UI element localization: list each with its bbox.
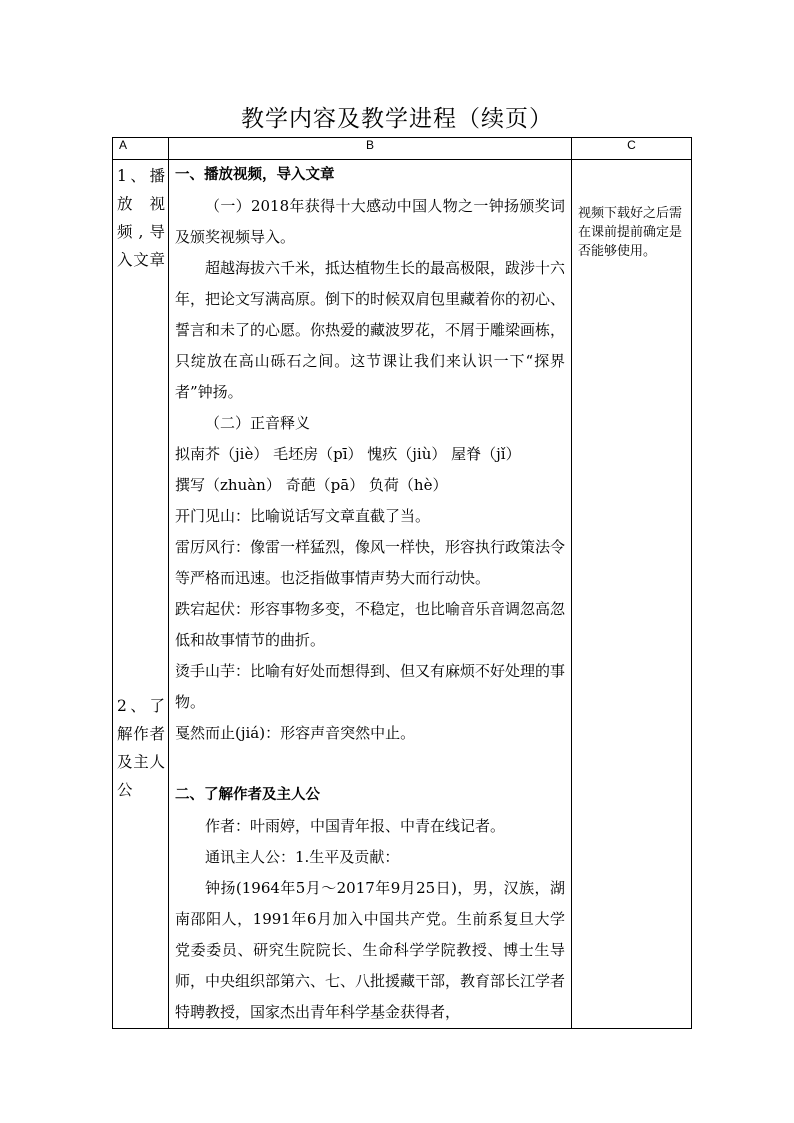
definition-5: 戛然而止(jiá)：形容声音突然中止。 bbox=[175, 724, 416, 742]
page-title: 教学内容及教学进程（续页） bbox=[241, 106, 553, 132]
step-one: 1、播放视频,导入文章 bbox=[117, 167, 165, 269]
notes-cell bbox=[572, 160, 692, 1029]
lesson-plan-table bbox=[112, 137, 692, 1029]
steps-cell bbox=[113, 160, 169, 1029]
teaching-content-cell bbox=[169, 160, 572, 1029]
definition-2: 雷厉风行：像雷一样猛烈，像风一样快，形容执行政策法令等严格而迅速。也泛指做事情声势大而行动快。 bbox=[175, 538, 566, 587]
definition-4: 烫手山芋：比喻有好处而想得到、但又有麻烦不好处理的事物。 bbox=[175, 662, 566, 711]
author-line: 作者：叶雨婷，中国青年报、中青在线记者。 bbox=[205, 817, 506, 835]
subheading-pronunciation: （二）正音释义 bbox=[205, 414, 311, 432]
column-header-b: B bbox=[169, 138, 572, 160]
pinyin-line-2: 撰写（zhuàn） 奇葩（pā） 负荷（hè） bbox=[175, 476, 448, 494]
protagonist-intro: 通讯主人公：1.生平及贡献： bbox=[205, 848, 400, 866]
teaching-note: 视频下载好之后需在课前提前确定是否能够使用。 bbox=[578, 206, 683, 259]
biography-paragraph: 钟扬(1964年5月～2017年9月25日)，男，汉族，湖南邵阳人，1991年6月加入中国共产党。生前系复旦大学党委委员、研究生院院长、生命科学学院教授、博士生导师，中央组织部第六、七、八批援藏干部，教育部长江学者特聘教授，国家杰出青年科学基金获得者， bbox=[175, 879, 566, 1021]
section2-heading: 二、了解作者及主人公 bbox=[175, 787, 320, 803]
pinyin-line-1: 拟南芥（jiè） 毛坯房（pī） 愧疚（jiù） 屋脊（jǐ） bbox=[175, 445, 521, 463]
award-paragraph: （一）2018年获得十大感动中国人物之一钟扬颁奖词及颁奖视频导入。 bbox=[175, 197, 565, 246]
definition-1: 开门见山：比喻说话写文章直截了当。 bbox=[175, 507, 431, 525]
content-row bbox=[113, 160, 692, 1029]
column-header-a: A bbox=[113, 138, 169, 160]
step-two: 2、了解作者及主人公 bbox=[117, 697, 165, 799]
section1-heading: 一、播放视频，导入文章 bbox=[175, 167, 335, 183]
column-header-c: C bbox=[572, 138, 692, 160]
definition-3: 跌宕起伏：形容事物多变，不稳定，也比喻音乐音调忽高忽低和故事情节的曲折。 bbox=[175, 600, 566, 649]
intro-paragraph: 超越海拔六千米，抵达植物生长的最高极限，跋涉十六年，把论文写满高原。倒下的时候双肩包里藏着你的初心、誓言和未了的心愿。你热爱的藏波罗花，不屑于雕梁画栋，只绽放在高山砾石之间。这节课让我们来认识一下“探界者”钟扬。 bbox=[175, 259, 566, 401]
header-row bbox=[113, 138, 692, 160]
